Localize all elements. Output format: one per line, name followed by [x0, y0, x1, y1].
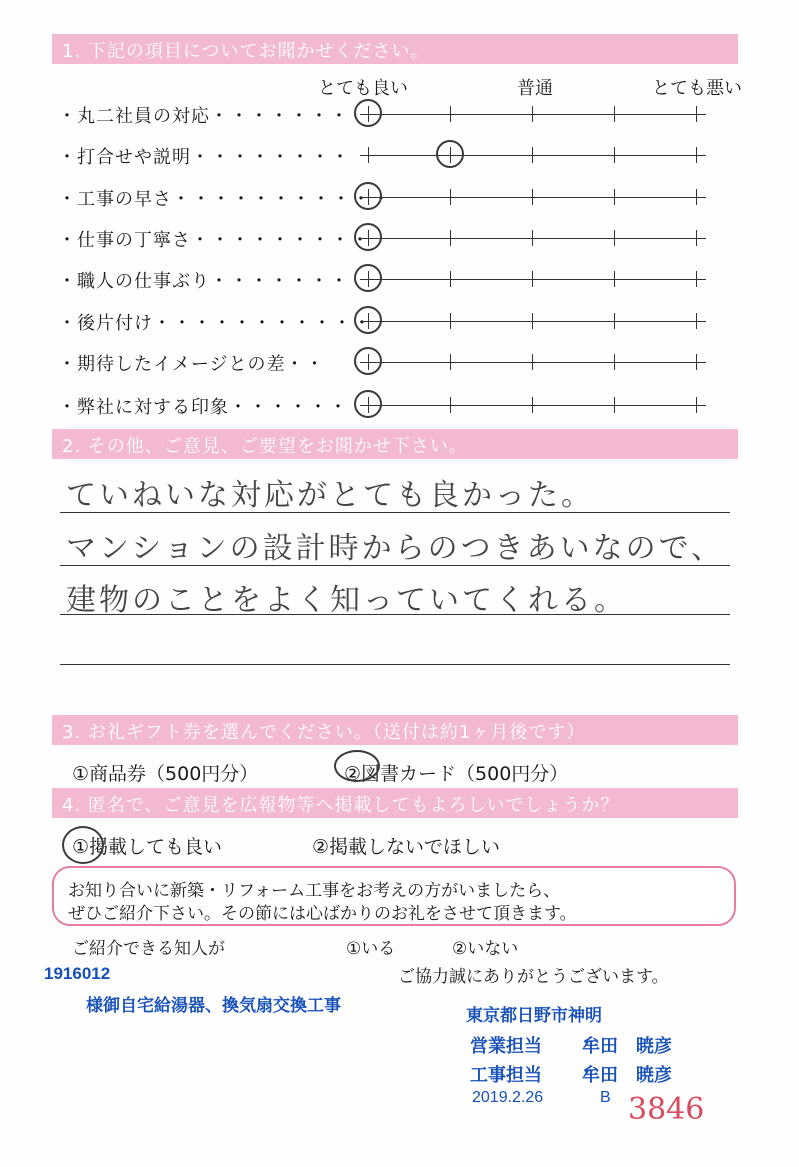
selection-circle	[354, 182, 382, 210]
rating-option-3[interactable]	[532, 230, 533, 246]
referral-question: ご紹介できる知人が	[72, 939, 225, 959]
writing-line	[60, 664, 730, 665]
rating-option-5[interactable]	[696, 271, 697, 287]
rating-item-label	[58, 309, 373, 335]
selection-circle	[334, 750, 380, 782]
rating-option-4[interactable]	[614, 397, 615, 413]
rating-option-4[interactable]	[614, 189, 615, 205]
rating-option-5[interactable]	[696, 147, 697, 163]
leader-dots: ・・・・・・・	[210, 271, 350, 292]
rating-option-3[interactable]	[532, 397, 533, 413]
rating-item-text: ・丸二社員の対応	[58, 106, 210, 127]
section1-header	[52, 34, 738, 64]
rating-scale-line	[360, 321, 706, 322]
publish-option-no[interactable]: ②掲載しないでほしい	[312, 836, 501, 858]
gift-option-book-card[interactable]: ②図書カード（500円分）	[344, 763, 569, 785]
handwritten-number: 3846	[628, 1092, 705, 1127]
rating-option-2[interactable]	[450, 354, 451, 370]
section1-title: 1. 下記の項目についてお聞かせください。	[62, 41, 430, 62]
rating-option-4[interactable]	[614, 230, 615, 246]
selection-circle	[354, 99, 382, 127]
leader-dots: ・・・・・・	[229, 397, 349, 418]
leader-dots: ・・・・・・・・・・・	[153, 313, 373, 334]
selection-circle	[62, 826, 104, 864]
leader-dots: ・・・・・・・	[210, 106, 350, 127]
rating-scale-line	[360, 114, 706, 115]
referral-option-yes[interactable]: ①いる	[346, 939, 396, 959]
gift-option-product-voucher[interactable]: ①商品券（500円分）	[72, 763, 259, 785]
rating-scale-line	[360, 238, 706, 239]
scale-label-average: 普通	[517, 78, 553, 99]
sales-staff-label: 営業担当	[470, 1036, 542, 1056]
rating-option-3[interactable]	[532, 354, 533, 370]
rating-option-3[interactable]	[532, 189, 533, 205]
section4-title: 4. 匿名で、ご意見を広報物等へ掲載してもよろしいでしょうか？	[62, 795, 620, 816]
rating-option-2[interactable]	[450, 189, 451, 205]
rating-option-4[interactable]	[614, 354, 615, 370]
rating-option-5[interactable]	[696, 230, 697, 246]
rating-item-text: ・仕事の丁寧さ	[58, 230, 191, 251]
rating-item-text: ・期待したイメージとの差	[58, 354, 286, 375]
rating-option-4[interactable]	[614, 147, 615, 163]
scale-label-best: とても良い	[318, 78, 408, 99]
rating-option-3[interactable]	[532, 313, 533, 329]
leader-dots: ・・	[285, 354, 326, 375]
section4-header	[52, 788, 738, 818]
rating-item-label	[58, 350, 325, 376]
rating-scale-line	[360, 405, 706, 406]
rating-option-2[interactable]	[450, 106, 451, 122]
rating-option-5[interactable]	[696, 189, 697, 205]
section3-title: 3. お礼ギフト券を選んでください。（送付は約1ヶ月後です）	[62, 722, 586, 743]
leader-dots: ・・・・・・・・	[191, 147, 351, 168]
rating-option-5[interactable]	[696, 354, 697, 370]
order-code: 1916012	[44, 964, 111, 983]
rating-scale-line	[360, 362, 706, 363]
rating-option-5[interactable]	[696, 106, 697, 122]
publish-option-ok[interactable]: ①掲載しても良い	[72, 836, 223, 858]
rating-option-4[interactable]	[614, 271, 615, 287]
work-staff-name: 牟田 暁彦	[582, 1065, 672, 1085]
section2-title: 2. その他、ご意見、ご要望をお聞かせ下さい。	[62, 436, 468, 457]
section3-header	[52, 715, 738, 745]
stamp-grade: B	[600, 1089, 611, 1106]
rating-scale-line	[360, 155, 706, 156]
rating-item-label	[58, 185, 392, 211]
selection-circle	[436, 140, 464, 168]
work-staff-label: 工事担当	[470, 1065, 542, 1085]
leader-dots: ・・・・・・・・・・・	[172, 189, 392, 210]
rating-option-3[interactable]	[532, 271, 533, 287]
rating-option-5[interactable]	[696, 313, 697, 329]
leader-dots: ・・・・・・・・・	[191, 230, 371, 251]
referral-option-no[interactable]: ②いない	[452, 939, 519, 959]
selection-circle	[354, 223, 382, 251]
location: 東京都日野市神明	[466, 1006, 602, 1025]
comment-line-1: ていねいな対応がとても良かった。	[66, 478, 594, 513]
rating-item-text: ・後片付け	[58, 313, 153, 334]
scale-label-worst: とても悪い	[652, 78, 742, 99]
referral-note-box	[52, 866, 736, 926]
selection-circle	[354, 347, 382, 375]
rating-item-label	[58, 393, 349, 419]
rating-option-5[interactable]	[696, 397, 697, 413]
selection-circle	[354, 390, 382, 418]
rating-item-text: ・工事の早さ	[58, 189, 172, 210]
rating-option-3[interactable]	[532, 147, 533, 163]
rating-scale-line	[360, 279, 706, 280]
rating-item-text: ・弊社に対する印象	[58, 397, 229, 418]
rating-item-text: ・打合せや説明	[58, 147, 191, 168]
rating-option-1[interactable]	[368, 147, 369, 163]
rating-scale-line	[360, 197, 706, 198]
job-description: 様御自宅給湯器、換気扇交換工事	[86, 996, 341, 1015]
comment-line-2: マンションの設計時からのつきあいなので、	[66, 531, 725, 566]
rating-option-4[interactable]	[614, 313, 615, 329]
rating-option-3[interactable]	[532, 106, 533, 122]
rating-item-text: ・職人の仕事ぶり	[58, 271, 210, 292]
rating-item-label	[58, 143, 351, 169]
selection-circle	[354, 264, 382, 292]
rating-item-label	[58, 226, 371, 252]
rating-option-4[interactable]	[614, 106, 615, 122]
rating-option-2[interactable]	[450, 397, 451, 413]
rating-option-2[interactable]	[450, 271, 451, 287]
rating-option-2[interactable]	[450, 230, 451, 246]
writing-line	[60, 512, 730, 513]
stamp-date: 2019.2.26	[472, 1089, 544, 1106]
writing-line	[60, 565, 730, 566]
writing-line	[60, 614, 730, 615]
sales-staff-name: 牟田 暁彦	[582, 1036, 672, 1056]
comment-line-3: 建物のことをよく知っていてくれる。	[66, 583, 627, 618]
rating-item-label	[58, 102, 350, 128]
thanks-text: ご協力誠にありがとうございます。	[398, 967, 669, 987]
rating-option-2[interactable]	[450, 313, 451, 329]
selection-circle	[354, 306, 382, 334]
section2-header	[52, 429, 738, 459]
referral-note-line-1: お知り合いに新築・リフォーム工事をお考えの方がいましたら、	[68, 881, 561, 901]
referral-note-line-2: ぜひご紹介下さい。その節には心ばかりのお礼をさせて頂きます。	[68, 904, 577, 924]
rating-item-label	[58, 267, 350, 293]
